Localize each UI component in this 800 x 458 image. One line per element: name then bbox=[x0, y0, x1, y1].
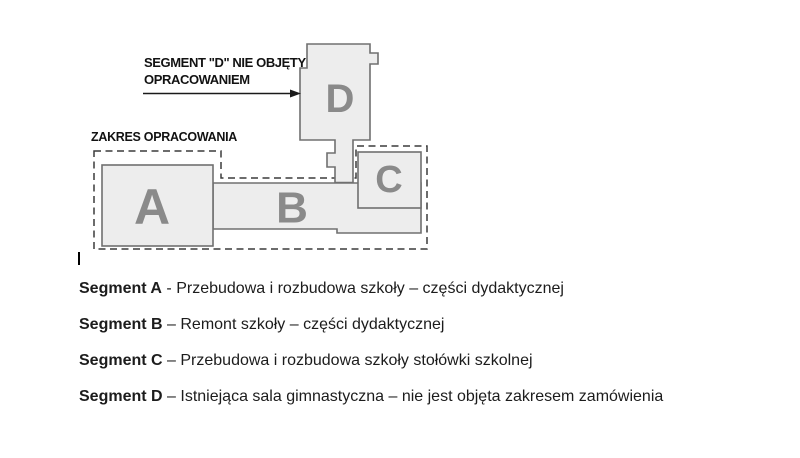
callout-label-line2: OPRACOWANIEM bbox=[144, 72, 250, 87]
legend-line-segment-b bbox=[79, 317, 739, 333]
legend-segment-a-desc: - Przebudowa i rozbudowa szkoły – części dydaktycznej bbox=[161, 280, 564, 297]
legend-line-segment-c bbox=[79, 353, 739, 369]
legend-line-segment-a bbox=[79, 281, 739, 297]
legend-segment-b-name: Segment B bbox=[79, 316, 163, 333]
legend-segment-b-desc: – Remont szkoły – części dydaktycznej bbox=[162, 316, 445, 333]
segment-c-letter: C bbox=[375, 159, 403, 201]
segment-legend bbox=[79, 281, 739, 425]
legend-segment-d-name: Segment D bbox=[79, 388, 163, 405]
text-cursor[interactable] bbox=[78, 252, 80, 265]
legend-segment-c-desc: – Przebudowa i rozbudowa szkoły stołówki szkolnej bbox=[162, 352, 533, 369]
legend-segment-a-name: Segment A bbox=[79, 280, 162, 297]
segment-a-letter: A bbox=[133, 179, 171, 235]
legend-segment-c-name: Segment C bbox=[79, 352, 163, 369]
legend-segment-d-desc: – Istniejąca sala gimnastyczna – nie jest objęta zakresem zamówienia bbox=[162, 388, 664, 405]
scope-label: ZAKRES OPRACOWANIA bbox=[91, 130, 237, 144]
segment-b-letter: B bbox=[276, 183, 308, 233]
segment-d-letter: D bbox=[325, 77, 355, 121]
legend-line-segment-d bbox=[79, 389, 739, 405]
callout-label-line1: SEGMENT "D" NIE OBJĘTY bbox=[144, 55, 306, 70]
